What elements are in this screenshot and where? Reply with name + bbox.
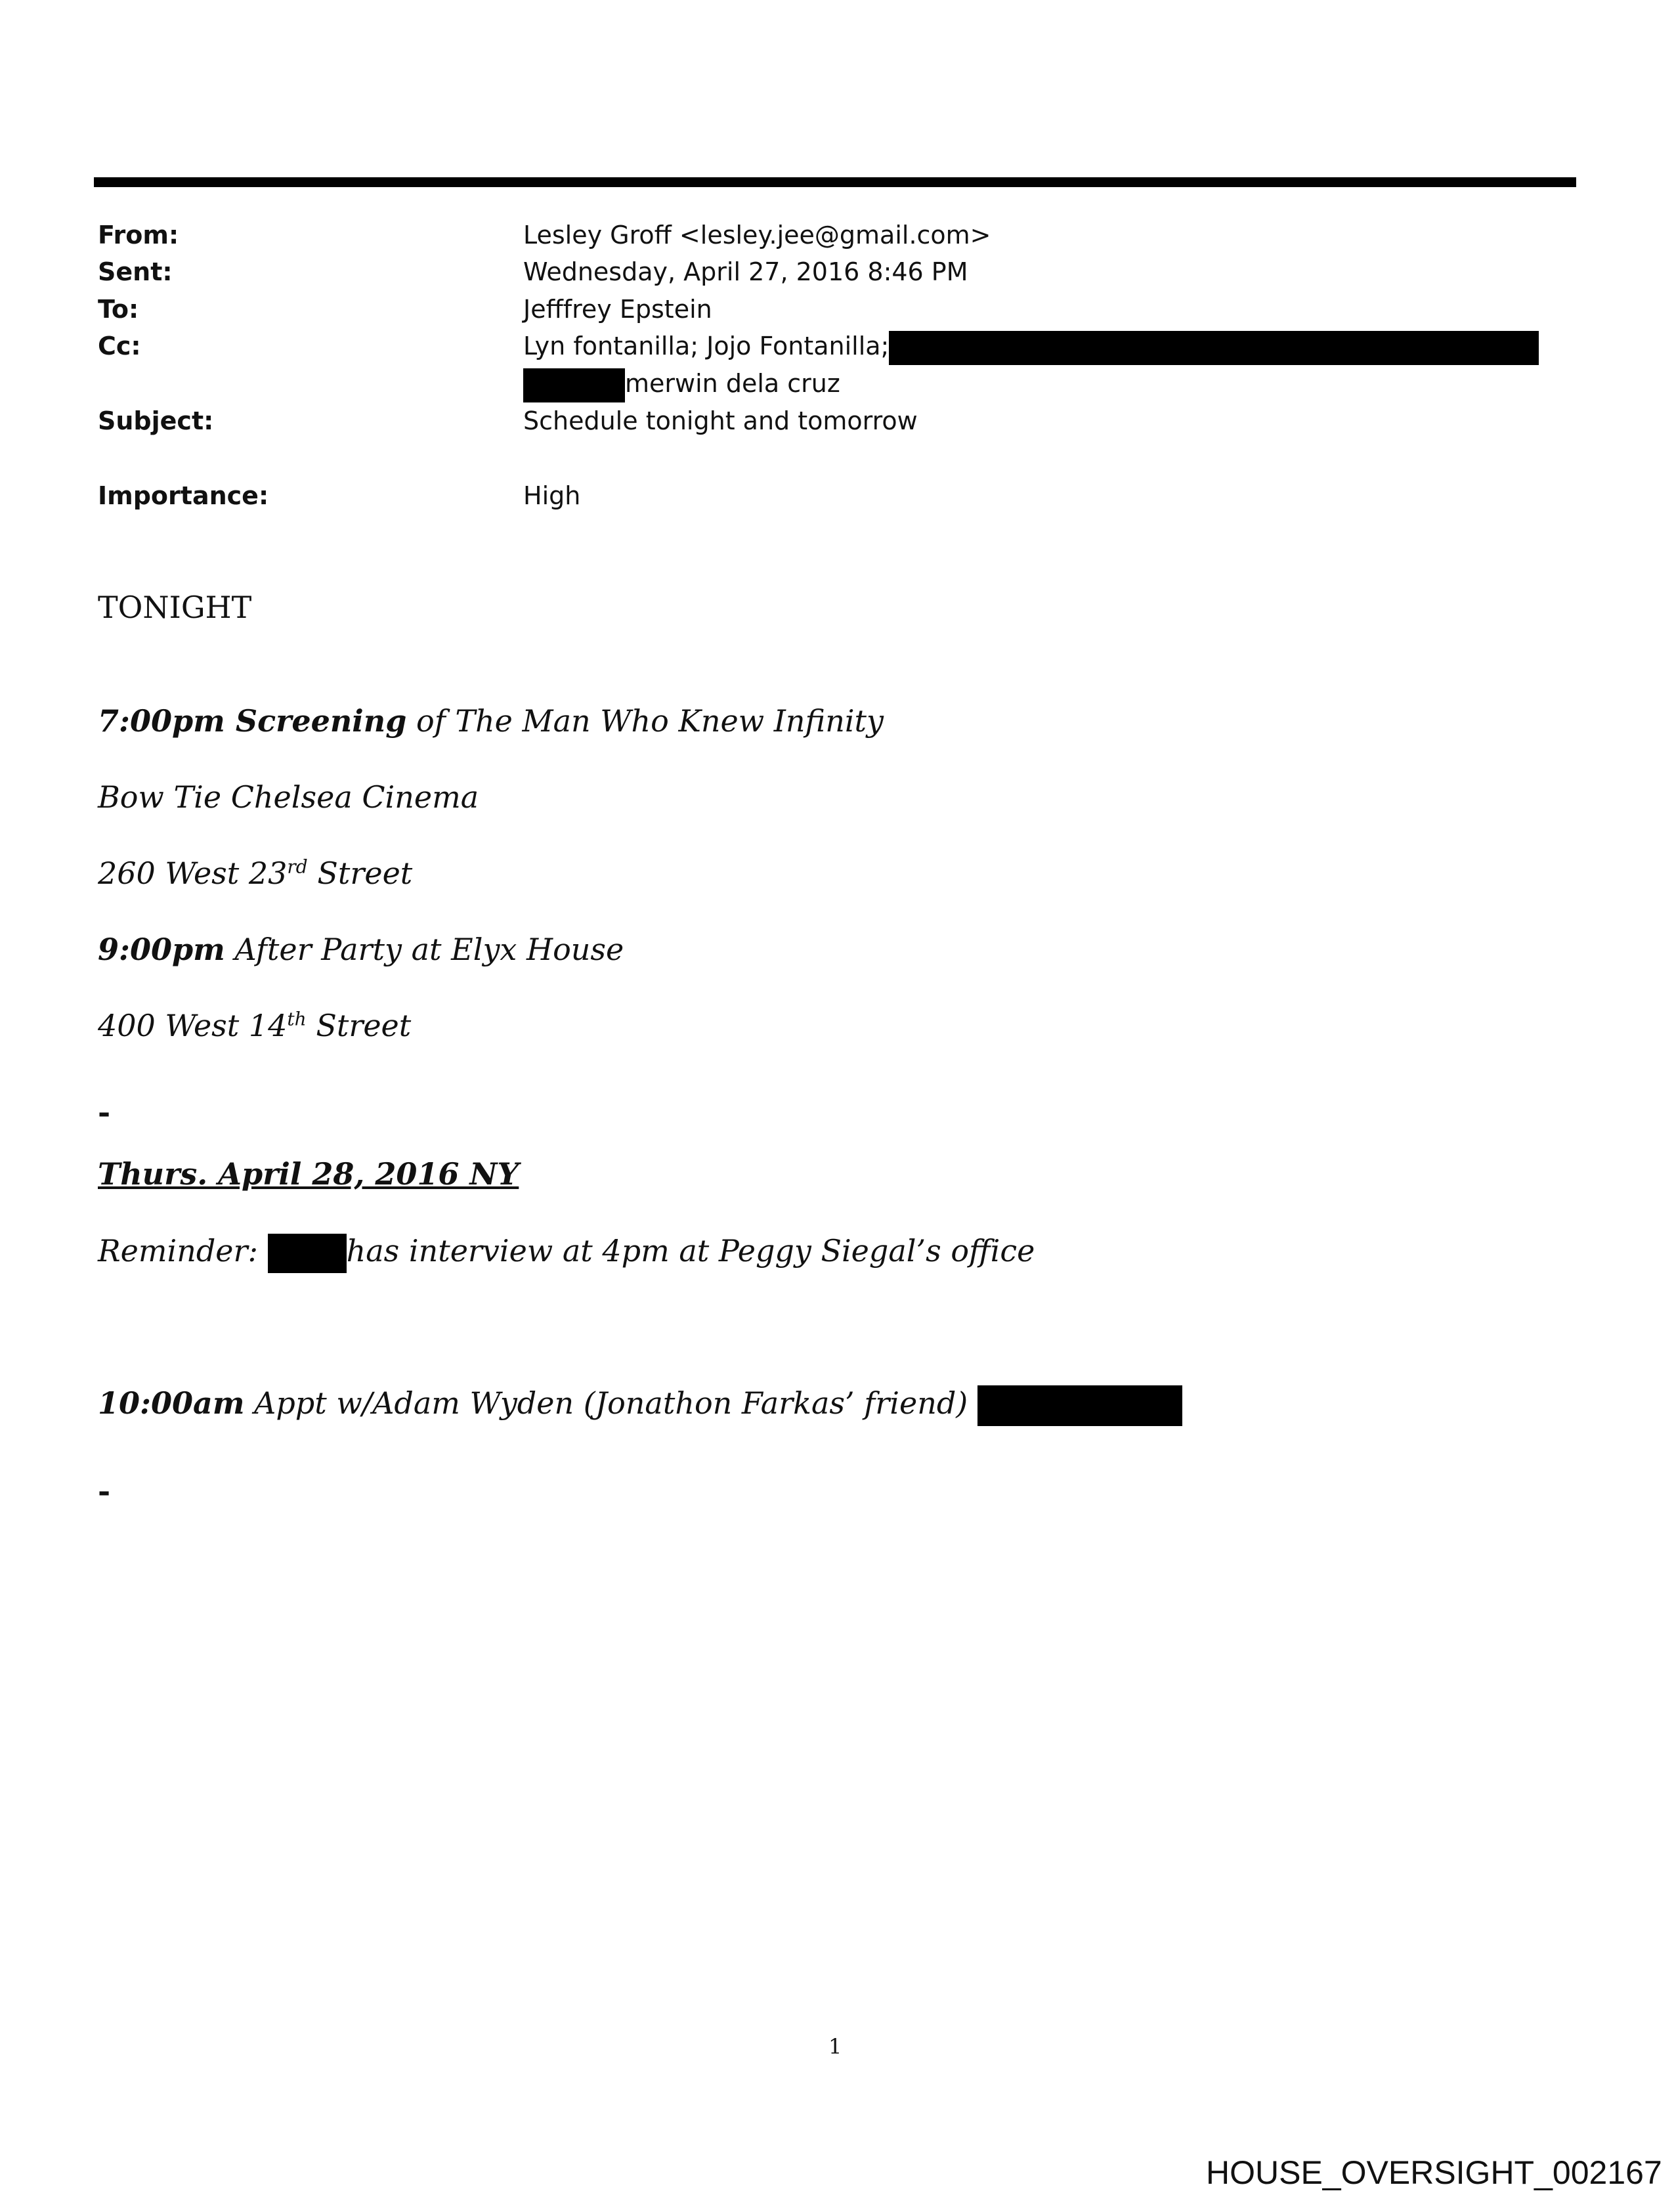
page-number: 1 (828, 2034, 842, 2059)
afterparty-address-suffix: Street (306, 1008, 412, 1043)
redaction-box (889, 331, 1539, 365)
appt-line (98, 1383, 1182, 1426)
venue-address (98, 854, 412, 893)
afterparty-line (98, 930, 624, 969)
redaction-box (268, 1234, 347, 1273)
reminder-line (98, 1231, 1035, 1273)
cc-value-text: Lyn fontanilla; Jojo Fontanilla; (523, 332, 890, 360)
appt-time: 10:00am (98, 1385, 245, 1421)
venue-address-prefix: 260 West 23 (98, 856, 288, 891)
reminder-prefix: Reminder: (98, 1233, 268, 1269)
importance-value: High (523, 481, 581, 510)
from-value: Lesley Groff <lesley.jee@gmail.com> (523, 221, 991, 249)
cc-value-text-2: merwin dela cruz (625, 369, 840, 398)
screening-time: 7:00pm Screening (98, 703, 407, 739)
cc-value-line1 (523, 330, 1539, 365)
from-label: From: (98, 221, 179, 249)
redaction-box (523, 368, 625, 402)
to-label: To: (98, 295, 139, 324)
subject-value: Schedule tonight and tomorrow (523, 406, 918, 435)
cc-label: Cc: (98, 332, 141, 360)
subject-label: Subject: (98, 406, 214, 435)
venue-address-suffix: Street (307, 856, 413, 891)
afterparty-address (98, 1006, 411, 1045)
sent-value: Wednesday, April 27, 2016 8:46 PM (523, 257, 968, 286)
afterparty-text: After Party at Elyx House (225, 932, 624, 967)
redaction-box (977, 1385, 1182, 1426)
thursday-heading: Thurs. April 28, 2016 NY (98, 1156, 519, 1192)
venue-address-sup: rd (287, 856, 308, 878)
venue-name: Bow Tie Chelsea Cinema (98, 779, 479, 815)
reminder-suffix: has interview at 4pm at Peggy Siegal’s office (346, 1233, 1035, 1269)
screening-text: of The Man Who Knew Infinity (406, 703, 884, 739)
to-value: Jefffrey Epstein (523, 295, 712, 324)
importance-label: Importance: (98, 481, 269, 510)
cc-value-line2 (523, 368, 840, 402)
separator: - (98, 1473, 111, 1509)
afterparty-address-prefix: 400 West 14 (98, 1008, 288, 1043)
appt-text: Appt w/Adam Wyden (Jonathon Farkas’ friend) (244, 1385, 977, 1421)
afterparty-address-sup: th (287, 1008, 307, 1030)
separator: - (98, 1095, 111, 1130)
sent-label: Sent: (98, 257, 173, 286)
bates-number: HOUSE_OVERSIGHT_002167 (1206, 2154, 1662, 2191)
screening-line (98, 701, 884, 741)
header-rule (94, 177, 1576, 187)
tonight-heading: TONIGHT (98, 590, 252, 625)
afterparty-time: 9:00pm (98, 932, 225, 967)
